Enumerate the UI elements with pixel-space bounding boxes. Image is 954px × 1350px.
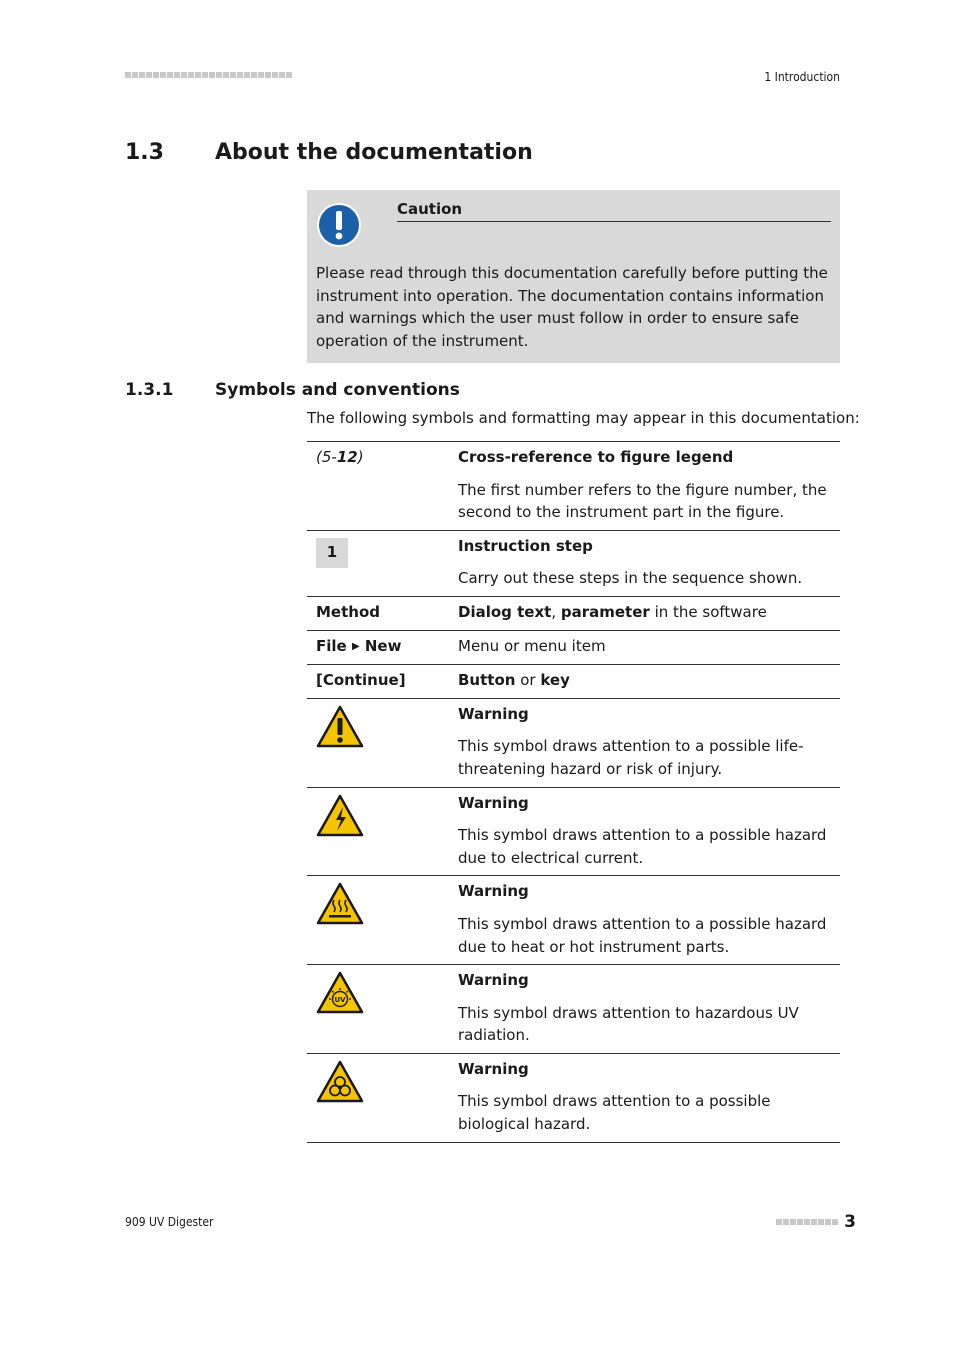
table-row xyxy=(307,787,840,876)
table-row xyxy=(307,442,840,531)
footer-page xyxy=(776,1212,856,1232)
row-title: Warning xyxy=(458,882,529,901)
menu-arrow-icon: ▶ xyxy=(351,640,360,652)
row-title: Instruction step xyxy=(458,536,593,555)
row-description: Menu or menu item xyxy=(458,636,606,655)
row-title: Warning xyxy=(458,1059,529,1078)
page-number: 3 xyxy=(844,1212,856,1232)
row-description: This symbol draws attention to a possible biological hazard. xyxy=(458,1092,771,1134)
subsection-title: Symbols and conventions xyxy=(215,380,460,400)
caution-box xyxy=(307,190,840,363)
row-description: This symbol draws attention to a possible life-threatening hazard or risk of injury. xyxy=(458,737,804,778)
row-title: Warning xyxy=(458,971,529,990)
warning-heat-icon xyxy=(316,882,364,926)
subsection-number: 1.3.1 xyxy=(125,380,174,400)
row-title: Warning xyxy=(458,793,529,812)
caution-text: Please read through this documentation carefully before putting the instrument into operation. The documentation contains information and warnings which the user must follow in order to ensure safe operation of the instrument. xyxy=(316,264,828,350)
row-description: This symbol draws attention to a possible hazard due to heat or hot instrument parts. xyxy=(458,914,827,956)
row-description: This symbol draws attention to hazardous UV radiation. xyxy=(458,1003,799,1045)
table-row xyxy=(307,530,840,596)
row-description: The first number refers to the figure number, the second to the instrument part in the figure. xyxy=(458,480,827,522)
table-row xyxy=(307,876,840,965)
button-example: [Continue] xyxy=(316,671,406,690)
footer-decoration xyxy=(776,1219,838,1225)
method-example: Method xyxy=(316,602,380,621)
row-title: Cross-reference to figure legend xyxy=(458,448,734,466)
header-chapter: 1 Introduction xyxy=(764,70,840,84)
menu-example: File ▶ New xyxy=(316,636,402,655)
step-number-box: 1 xyxy=(316,538,348,568)
warning-uv-icon xyxy=(316,971,364,1015)
table-row xyxy=(307,1053,840,1142)
symbols-table xyxy=(307,441,840,1143)
table-row: Method Dialog text, parameter in the software xyxy=(307,596,840,630)
xref-example: (5-12) xyxy=(316,448,364,466)
section-number: 1.3 xyxy=(125,140,164,165)
footer-product: 909 UV Digester xyxy=(125,1215,214,1229)
caution-title: Caution xyxy=(397,200,831,222)
table-row xyxy=(307,965,840,1054)
table-row xyxy=(307,698,840,787)
subsection-heading xyxy=(125,380,460,400)
table-row xyxy=(307,630,840,665)
warning-biohazard-icon xyxy=(316,1060,364,1104)
row-description: This symbol draws attention to a possible hazard due to electrical current. xyxy=(458,826,827,867)
svg-text:UV: UV xyxy=(334,996,346,1005)
header-decoration xyxy=(125,72,292,80)
table-row: [Continue] Button or key xyxy=(307,665,840,699)
row-description: Carry out these steps in the sequence shown. xyxy=(458,569,803,588)
section-heading xyxy=(125,140,533,165)
exclamation-icon xyxy=(316,202,362,248)
subsection-intro: The following symbols and formatting may appear in this documentation: xyxy=(307,409,860,427)
warning-electric-icon xyxy=(316,794,364,838)
warning-general-icon xyxy=(316,705,364,749)
section-title: About the documentation xyxy=(215,140,533,165)
row-title: Warning xyxy=(458,704,529,723)
